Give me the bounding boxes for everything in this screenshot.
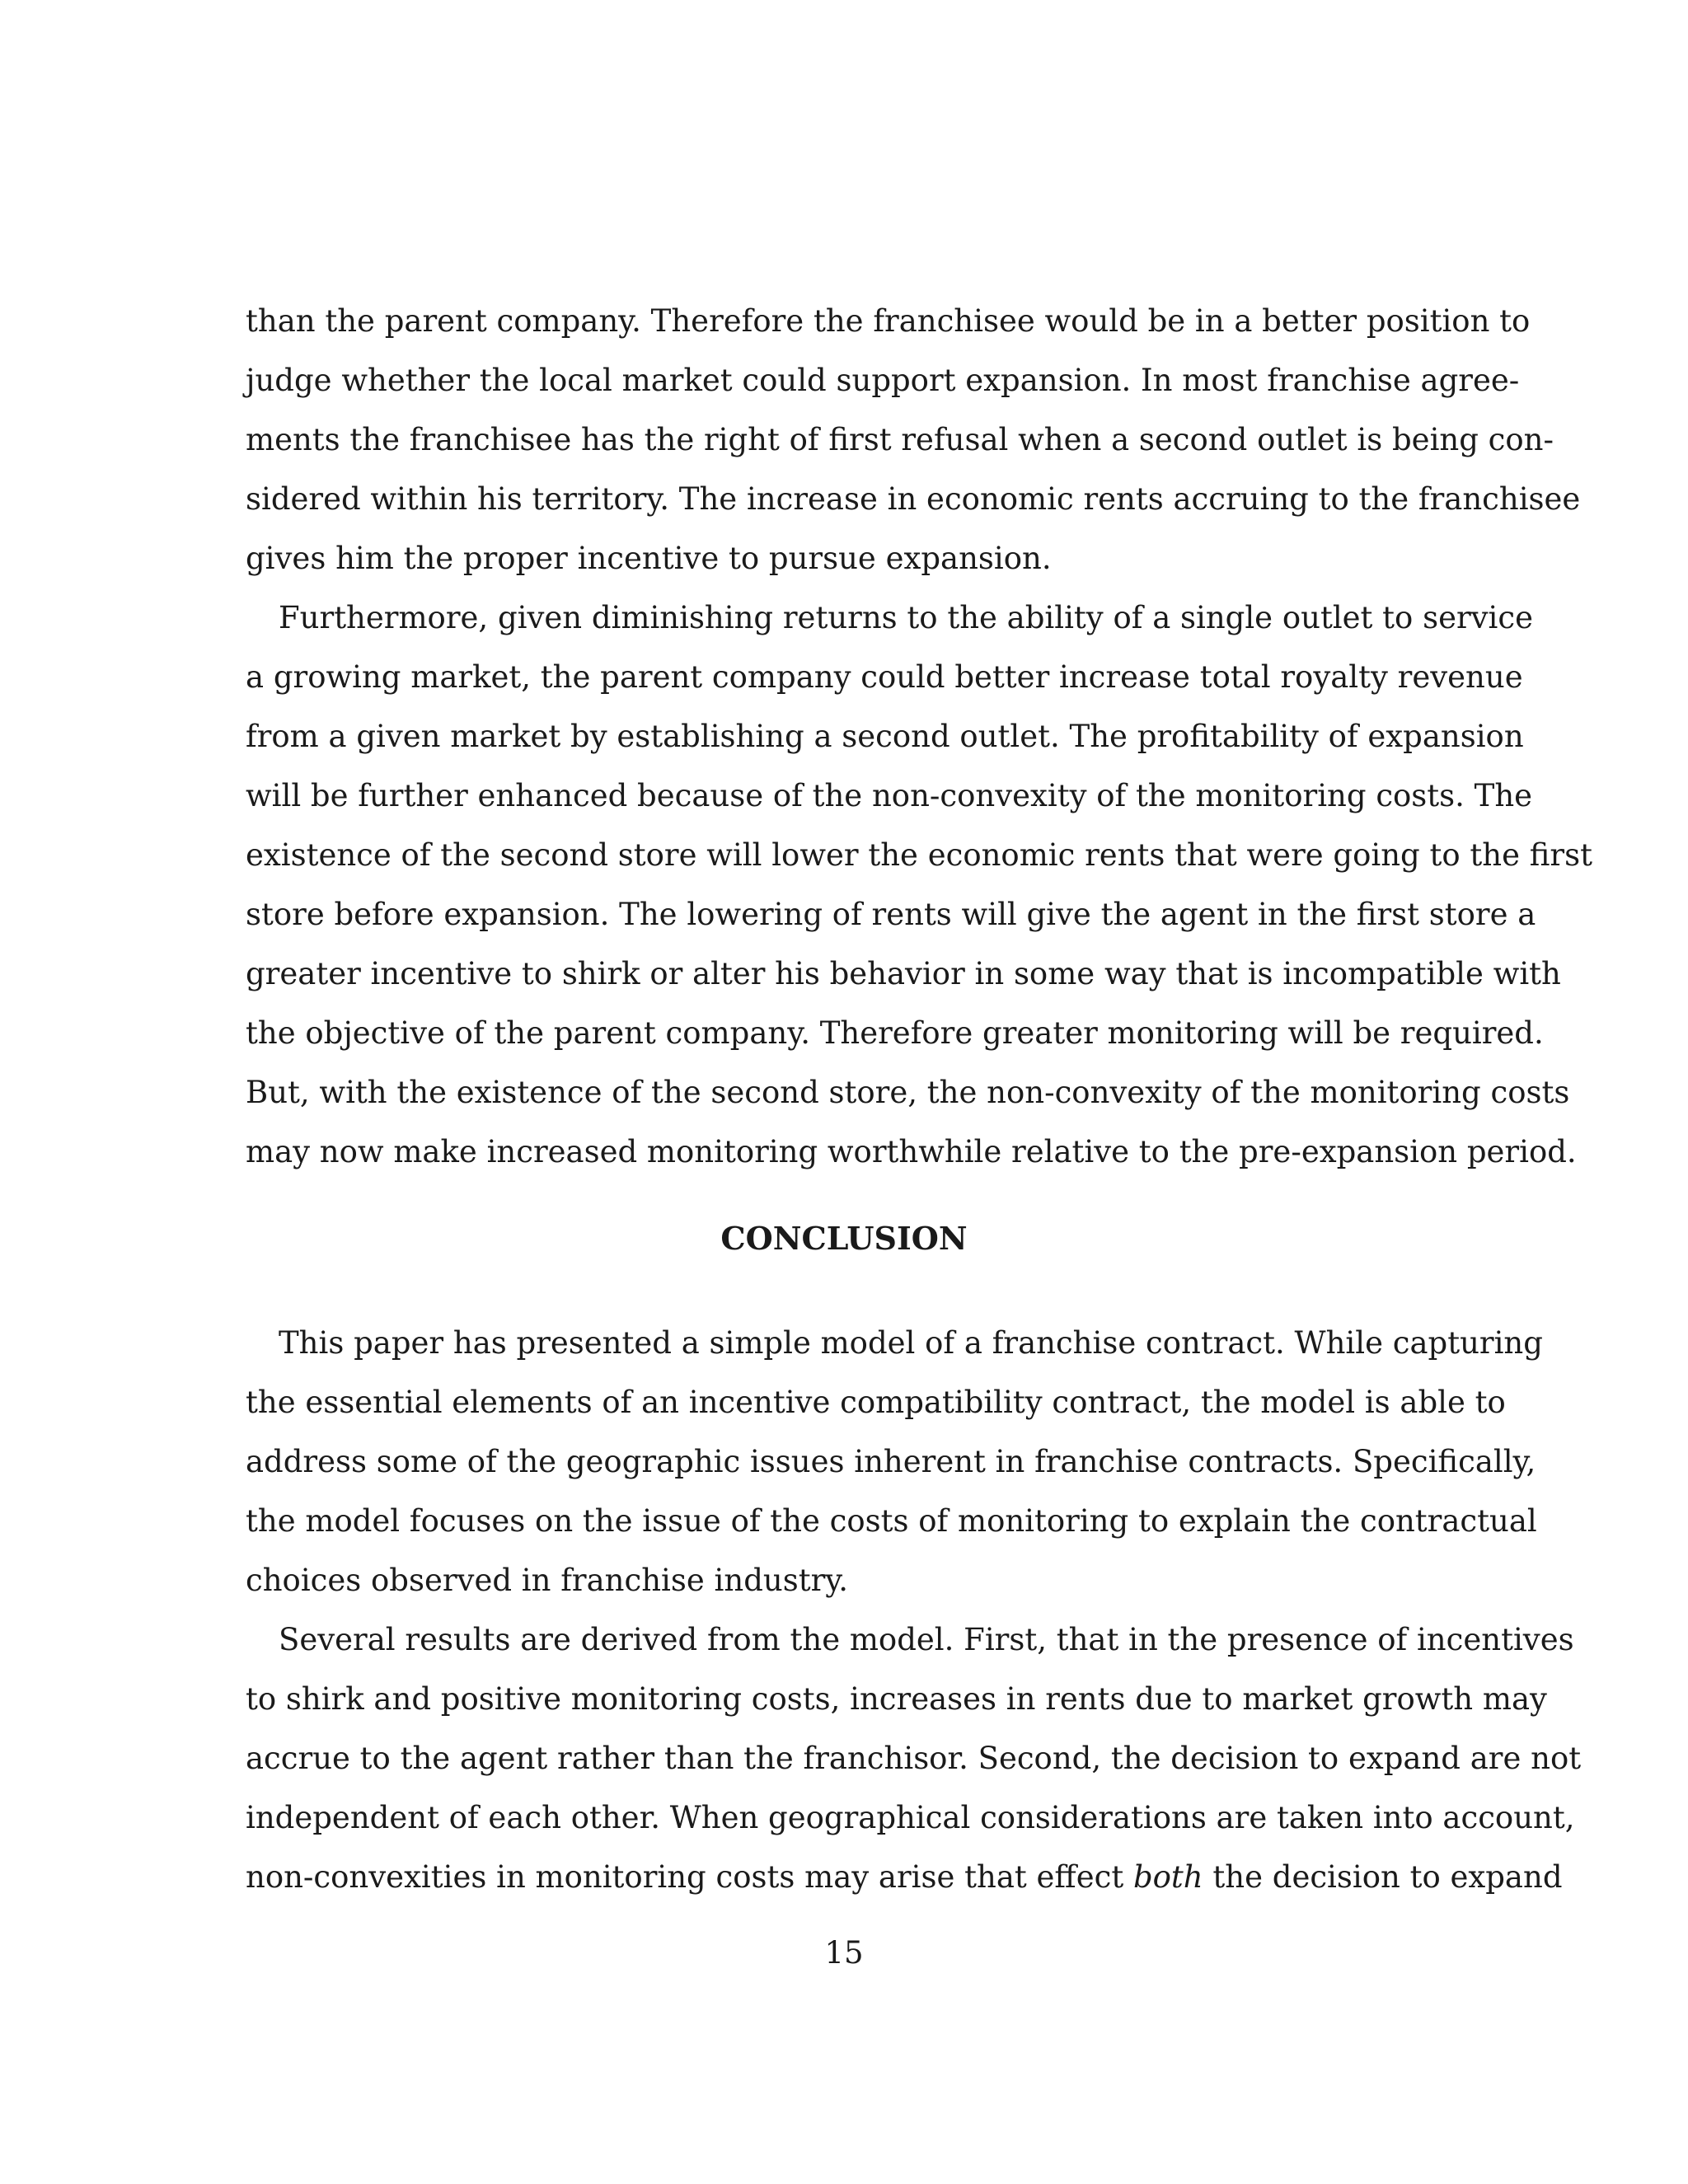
text-line: ments the franchisee has the right of first refusal when a second outlet is being con- [246,422,1554,457]
text-line: existence of the second store will lower the economic rents that were going to the first [246,837,1592,873]
text-line: a growing market, the parent company could better increase total royalty revenue [246,659,1523,695]
page-number: 15 [824,1935,864,1971]
text-line: gives him the proper incentive to pursue expansion. [246,541,1052,576]
text-line: This paper has presented a simple model of a franchise contract. While capturing [279,1325,1543,1361]
text-line: the model focuses on the issue of the costs of monitoring to explain the contractual [246,1503,1537,1539]
text-segment: non-convexities in monitoring costs may arise that effect [246,1859,1133,1895]
text-line: address some of the geographic issues inherent in franchise contracts. Specifically, [246,1444,1536,1479]
text-line: independent of each other. When geographical considerations are taken into account, [246,1800,1575,1835]
text-line: accrue to the agent rather than the franchisor. Second, the decision to expand are not [246,1741,1582,1776]
text-line: than the parent company. Therefore the franchisee would be in a better position to [246,303,1531,339]
text-line: judge whether the local market could support expansion. In most franchise agree- [246,363,1520,398]
text-line: Furthermore, given diminishing returns to the ability of a single outlet to service [279,600,1534,635]
text-line: will be further enhanced because of the non-convexity of the monitoring costs. The [246,778,1533,813]
text-line: the objective of the parent company. Therefore greater monitoring will be required. [246,1015,1544,1051]
text-line: Several results are derived from the model. First, that in the presence of incentives [279,1622,1574,1657]
text-line: from a given market by establishing a second outlet. The profitability of expansion [246,719,1524,754]
emphasized-word: both [1132,1859,1203,1895]
text-line [246,1857,1563,1898]
text-line: may now make increased monitoring worthwhile relative to the pre-expansion period. [246,1134,1577,1169]
text-line: to shirk and positive monitoring costs, increases in rents due to market growth may [246,1681,1547,1717]
text-line: greater incentive to shirk or alter his behavior in some way that is incompatible with [246,956,1561,991]
text-segment: the decision to expand [1203,1859,1563,1895]
section-heading: CONCLUSION [720,1220,968,1257]
text-line: But, with the existence of the second store, the non-convexity of the monitoring costs [246,1075,1570,1110]
text-line: choices observed in franchise industry. [246,1563,849,1598]
text-line: sidered within his territory. The increase in economic rents accruing to the franchisee [246,481,1581,517]
text-line: the essential elements of an incentive compatibility contract, the model is able to [246,1385,1506,1420]
text-line: store before expansion. The lowering of rents will give the agent in the first store a [246,897,1536,932]
